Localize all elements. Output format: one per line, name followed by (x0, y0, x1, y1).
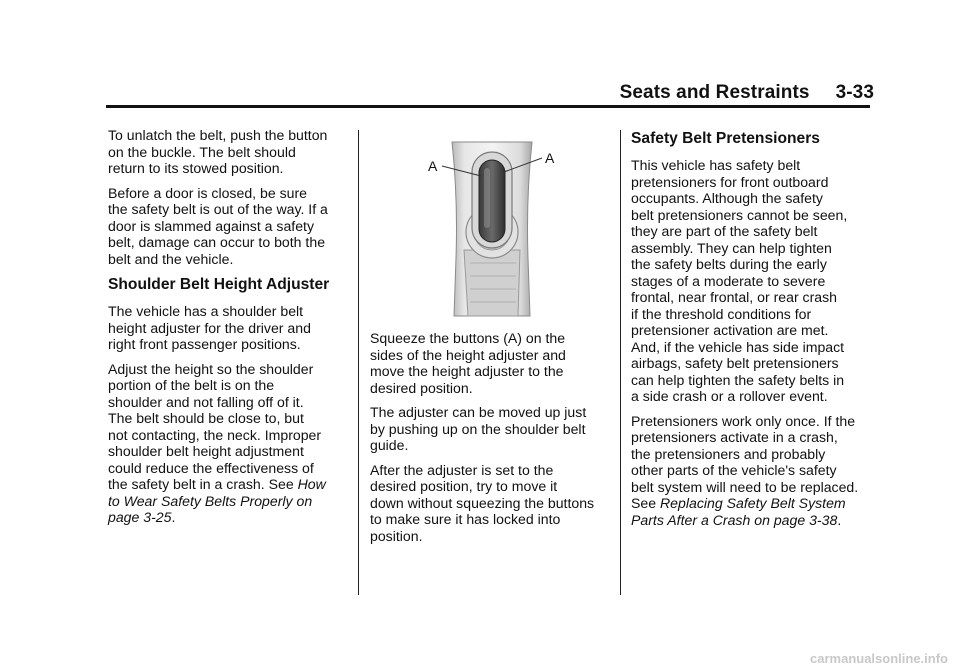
cross-reference-link[interactable]: Replacing Safety Belt System Parts After a Crash on page 3-38 (631, 495, 846, 528)
column-divider (358, 130, 359, 595)
cross-reference-link[interactable]: How to Wear Safety Belts Properly on page 3-25 (108, 476, 326, 525)
paragraph-pretensioners-intro: This vehicle has safety belt pretensioners for front outboard occupants. Although the safety belt pretensioners cannot be seen, they are part of the safety belt assembly. They can help tighten the safety belts during the early stages of a moderate to severe frontal, near frontal, or rear crash if the threshold conditions for pretensioner activation are met. And, if the vehicle has side impact airbags, safety belt pretensioners can help tighten the safety belts in a side crash or a rollover event. (631, 157, 848, 404)
column-2 (370, 330, 610, 552)
page-header (620, 82, 874, 104)
paragraph-adjuster-intro: The vehicle has a shoulder belt height adjuster for the driver and right front passenger positions. (108, 303, 311, 352)
page-number: 3-33 (835, 82, 874, 103)
paragraph-push-up: The adjuster can be moved up just by pushing up on the shoulder belt guide. (370, 404, 587, 453)
header-rule (106, 105, 870, 108)
column-1 (108, 127, 346, 534)
paragraph-pretensioners-once: Pretensioners work only once. If the pretensioners activate in a crash, the pretensioners and probably other parts of the vehicle's safety belt system will need to be replaced. See Replacing Safety Belt System Parts After a Crash on page 3-38. (631, 412, 859, 528)
paragraph-locked: After the adjuster is set to the desired position, try to move it down without squeezing the buttons to make sure it has locked into position. (370, 461, 595, 544)
watermark: carmanualsonline.info (810, 651, 948, 666)
height-adjuster-illustration (428, 138, 558, 320)
paragraph-squeeze: Squeeze the buttons (A) on the sides of the height adjuster and move the height adjuster to the desired position. (370, 330, 566, 396)
column-3 (631, 129, 881, 536)
callout-label-a-left: A (428, 158, 438, 174)
heading-shoulder-belt-adjuster: Shoulder Belt Height Adjuster (108, 276, 330, 293)
callout-label-a-right: A (545, 150, 555, 166)
paragraph-unlatch: To unlatch the belt, push the button on the buckle. The belt should return to its stowed position. (108, 127, 328, 176)
column-divider (620, 130, 621, 595)
paragraph-adjust-height: Adjust the height so the shoulder portion of the belt is on the shoulder and not falling off of it. The belt should be close to, but not contacting, the neck. Improper shoulder belt height adjustment could reduce the effectiveness of the safety belt in a crash. See How to Wear Safety Belts Properly on page 3-25. (108, 360, 326, 525)
heading-pretensioners: Safety Belt Pretensioners (631, 130, 820, 147)
paragraph-door: Before a door is closed, be sure the safety belt is out of the way. If a door is slammed against a safety belt, damage can occur to both the belt and the vehicle. (108, 184, 328, 267)
section-title: Seats and Restraints (619, 82, 810, 103)
